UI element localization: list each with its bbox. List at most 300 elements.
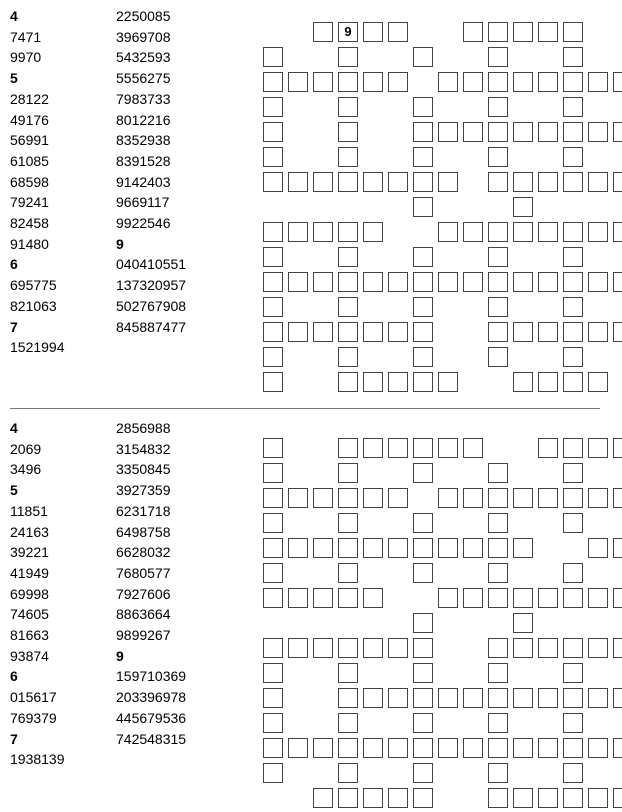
grid-cell[interactable] <box>463 72 483 92</box>
grid-cell[interactable] <box>288 272 308 292</box>
grid-cell[interactable] <box>263 122 283 142</box>
grid-cell[interactable] <box>338 513 358 533</box>
grid-cell[interactable] <box>388 738 408 758</box>
grid-cell[interactable] <box>588 538 608 558</box>
grid-cell[interactable] <box>263 588 283 608</box>
grid-cell[interactable] <box>388 72 408 92</box>
grid-cell[interactable] <box>613 638 622 658</box>
word-entry: 41949 <box>10 564 49 581</box>
grid-cell[interactable] <box>563 463 583 483</box>
grid-cell[interactable] <box>338 247 358 267</box>
grid-cell[interactable] <box>313 322 333 342</box>
grid-cell[interactable] <box>288 72 308 92</box>
grid-cell[interactable] <box>563 72 583 92</box>
grid-cell[interactable] <box>563 788 583 808</box>
grid-cell[interactable] <box>488 97 508 117</box>
grid-cell[interactable] <box>613 172 622 192</box>
word-entry: 9970 <box>10 49 42 66</box>
grid-cell[interactable] <box>338 97 358 117</box>
word-entry: 5556275 <box>116 70 171 87</box>
grid-cell[interactable] <box>438 538 458 558</box>
grid-cell[interactable] <box>413 738 433 758</box>
grid-cell[interactable] <box>313 272 333 292</box>
grid-cell[interactable] <box>263 538 283 558</box>
grid-cell[interactable] <box>513 197 533 217</box>
grid-cell[interactable] <box>338 222 358 242</box>
grid-cell[interactable] <box>363 222 383 242</box>
word-entry: 61085 <box>10 152 49 169</box>
grid-cell[interactable] <box>363 688 383 708</box>
grid-cell[interactable] <box>513 738 533 758</box>
grid-cell[interactable] <box>563 663 583 683</box>
grid-cell[interactable] <box>338 322 358 342</box>
grid-cell[interactable] <box>438 438 458 458</box>
grid-cell[interactable] <box>438 588 458 608</box>
grid-cell[interactable] <box>263 563 283 583</box>
grid-cell[interactable] <box>513 688 533 708</box>
grid-cell[interactable] <box>613 538 622 558</box>
grid-cell[interactable] <box>513 638 533 658</box>
grid-cell[interactable] <box>363 738 383 758</box>
grid-cell[interactable] <box>613 122 622 142</box>
grid-cell[interactable] <box>613 738 622 758</box>
grid-cell[interactable] <box>313 738 333 758</box>
grid-cell[interactable] <box>288 738 308 758</box>
word-entry: 8352938 <box>116 132 171 149</box>
grid-cell[interactable] <box>538 372 558 392</box>
grid-cell[interactable] <box>288 172 308 192</box>
grid-cell[interactable] <box>463 222 483 242</box>
grid-cell[interactable] <box>338 47 358 67</box>
grid-cell[interactable] <box>263 297 283 317</box>
grid-cell[interactable] <box>413 372 433 392</box>
grid-cell[interactable] <box>488 788 508 808</box>
grid-cell[interactable] <box>488 538 508 558</box>
grid-cell[interactable] <box>513 488 533 508</box>
grid-cell[interactable] <box>413 47 433 67</box>
grid-cell[interactable] <box>413 713 433 733</box>
grid-cell[interactable] <box>263 47 283 67</box>
grid-cell[interactable] <box>363 272 383 292</box>
grid-cell[interactable] <box>363 372 383 392</box>
grid-cell[interactable] <box>363 172 383 192</box>
grid-cell[interactable] <box>363 72 383 92</box>
grid-cell[interactable] <box>313 72 333 92</box>
grid-cell[interactable] <box>488 22 508 42</box>
grid-cell[interactable] <box>413 347 433 367</box>
grid-cell[interactable] <box>563 588 583 608</box>
grid-cell[interactable] <box>463 272 483 292</box>
grid-cell[interactable] <box>413 272 433 292</box>
grid-cell[interactable] <box>388 638 408 658</box>
grid-cell[interactable] <box>488 663 508 683</box>
word-entry: 11851 <box>10 502 48 519</box>
grid-cell[interactable] <box>263 638 283 658</box>
grid-cell[interactable] <box>288 538 308 558</box>
grid-cell[interactable] <box>338 488 358 508</box>
grid-cell[interactable] <box>338 72 358 92</box>
grid-cell[interactable] <box>263 322 283 342</box>
grid-cell[interactable] <box>563 738 583 758</box>
grid-cell[interactable] <box>263 688 283 708</box>
grid-cell[interactable] <box>488 147 508 167</box>
word-length-header: 4 <box>10 420 18 436</box>
grid-cell[interactable] <box>563 172 583 192</box>
grid-cell[interactable] <box>288 588 308 608</box>
grid-cell[interactable] <box>413 688 433 708</box>
grid-cell[interactable] <box>588 638 608 658</box>
grid-cell[interactable] <box>513 222 533 242</box>
grid-cell[interactable] <box>563 513 583 533</box>
grid-cell[interactable] <box>563 347 583 367</box>
grid-cell[interactable] <box>313 588 333 608</box>
grid-cell[interactable] <box>563 97 583 117</box>
grid-cell[interactable] <box>488 47 508 67</box>
grid-cell[interactable] <box>413 97 433 117</box>
grid-cell[interactable] <box>538 172 558 192</box>
grid-cell[interactable] <box>313 222 333 242</box>
word-entry: 81663 <box>10 627 49 643</box>
grid-cell[interactable] <box>288 488 308 508</box>
grid-cell[interactable] <box>563 713 583 733</box>
word-entry: 9142403 <box>116 173 171 190</box>
grid-cell[interactable] <box>438 372 458 392</box>
grid-cell[interactable] <box>563 372 583 392</box>
grid-cell[interactable] <box>538 438 558 458</box>
grid-cell[interactable] <box>513 538 533 558</box>
word-entry: 7927606 <box>116 585 171 602</box>
grid-cell[interactable] <box>263 72 283 92</box>
word-entry: 7680577 <box>116 564 171 581</box>
grid-cell[interactable] <box>438 172 458 192</box>
grid-cell[interactable] <box>313 488 333 508</box>
grid-cell[interactable] <box>588 272 608 292</box>
word-entry: 82458 <box>10 215 49 231</box>
grid-cell[interactable] <box>538 222 558 242</box>
word-entry: 203396978 <box>116 689 187 706</box>
grid-cell[interactable] <box>563 222 583 242</box>
grid-cell[interactable] <box>563 147 583 167</box>
grid-cell[interactable] <box>488 347 508 367</box>
grid-cell[interactable] <box>413 463 433 483</box>
grid-cell[interactable] <box>538 588 558 608</box>
grid-cell[interactable] <box>613 588 622 608</box>
grid-cell[interactable] <box>588 372 608 392</box>
grid-cell[interactable] <box>463 438 483 458</box>
word-length-header: 6 <box>10 668 18 685</box>
grid-cell[interactable] <box>488 563 508 583</box>
grid-cell[interactable] <box>413 763 433 783</box>
grid-cell[interactable] <box>538 688 558 708</box>
grid-cell[interactable] <box>488 297 508 317</box>
word-entry: 2250085 <box>116 8 171 24</box>
grid-cell[interactable] <box>538 738 558 758</box>
grid-cell[interactable] <box>588 488 608 508</box>
word-entry: 7983733 <box>116 90 171 107</box>
grid-cell[interactable] <box>263 663 283 683</box>
grid-cell[interactable] <box>588 122 608 142</box>
grid-cell[interactable] <box>313 172 333 192</box>
grid-cell[interactable] <box>513 72 533 92</box>
grid-cell[interactable] <box>488 513 508 533</box>
grid-cell[interactable] <box>413 247 433 267</box>
grid-cell[interactable] <box>363 538 383 558</box>
grid-cell[interactable] <box>263 97 283 117</box>
word-entry: 9899267 <box>116 627 171 643</box>
grid-cell[interactable] <box>338 172 358 192</box>
grid-cell[interactable] <box>438 738 458 758</box>
word-entry: 68598 <box>10 173 49 190</box>
grid-cell[interactable] <box>488 122 508 142</box>
given-digit-cell: 9 <box>338 22 358 42</box>
grid-cell[interactable] <box>588 172 608 192</box>
grid-cell[interactable] <box>488 763 508 783</box>
grid-cell[interactable] <box>338 588 358 608</box>
grid-cell[interactable] <box>263 372 283 392</box>
grid-cell[interactable] <box>338 763 358 783</box>
grid-cell[interactable] <box>563 47 583 67</box>
grid-cell[interactable] <box>413 788 433 808</box>
grid-cell[interactable] <box>488 688 508 708</box>
grid-cell[interactable] <box>338 563 358 583</box>
grid-cell[interactable] <box>338 297 358 317</box>
grid-cell[interactable] <box>413 663 433 683</box>
grid-cell[interactable] <box>388 272 408 292</box>
grid-cell[interactable] <box>388 372 408 392</box>
word-entry: 1938139 <box>10 751 65 768</box>
grid-cell[interactable] <box>263 272 283 292</box>
grid-cell[interactable] <box>338 272 358 292</box>
grid-cell[interactable] <box>463 122 483 142</box>
grid-cell[interactable] <box>338 438 358 458</box>
grid-cell[interactable] <box>588 222 608 242</box>
grid-cell[interactable] <box>563 638 583 658</box>
grid-cell[interactable] <box>613 688 622 708</box>
grid-cell[interactable] <box>288 322 308 342</box>
grid-cell[interactable] <box>588 72 608 92</box>
grid-cell[interactable] <box>563 688 583 708</box>
grid-cell[interactable] <box>263 463 283 483</box>
grid-cell[interactable] <box>513 613 533 633</box>
grid-cell[interactable] <box>563 272 583 292</box>
grid-cell[interactable] <box>538 488 558 508</box>
grid-cell[interactable] <box>563 763 583 783</box>
grid-cell[interactable] <box>388 438 408 458</box>
grid-cell[interactable] <box>513 22 533 42</box>
word-entry: 6231718 <box>116 502 171 519</box>
word-entry: 137320957 <box>116 277 187 294</box>
grid-cell[interactable] <box>338 688 358 708</box>
grid-cell[interactable] <box>463 538 483 558</box>
word-entry: 3927359 <box>116 482 171 499</box>
grid-cell[interactable] <box>413 438 433 458</box>
grid-cell[interactable] <box>413 122 433 142</box>
grid-cell[interactable] <box>563 438 583 458</box>
grid-cell[interactable] <box>488 738 508 758</box>
grid-cell[interactable] <box>413 638 433 658</box>
grid-cell[interactable] <box>563 563 583 583</box>
grid-cell[interactable] <box>488 222 508 242</box>
grid-cell[interactable] <box>563 488 583 508</box>
grid-cell[interactable] <box>488 247 508 267</box>
grid-cell[interactable] <box>488 463 508 483</box>
grid-cell[interactable] <box>338 663 358 683</box>
grid-cell[interactable] <box>538 272 558 292</box>
grid-cell[interactable] <box>338 147 358 167</box>
grid-cell[interactable] <box>388 538 408 558</box>
grid-cell[interactable] <box>588 322 608 342</box>
grid-cell[interactable] <box>488 72 508 92</box>
grid-cell[interactable] <box>363 588 383 608</box>
grid-cell[interactable] <box>563 297 583 317</box>
grid-cell[interactable] <box>338 738 358 758</box>
grid-cell[interactable] <box>463 588 483 608</box>
word-length-header: 5 <box>10 70 18 87</box>
puzzle-bottom <box>0 412 622 812</box>
grid-cell[interactable] <box>463 688 483 708</box>
grid-cell[interactable] <box>488 713 508 733</box>
grid-cell[interactable] <box>588 588 608 608</box>
word-entry: 69998 <box>10 585 49 602</box>
grid-cell[interactable] <box>263 347 283 367</box>
grid-cell[interactable] <box>513 172 533 192</box>
grid-cell[interactable] <box>488 588 508 608</box>
grid-cell[interactable] <box>438 272 458 292</box>
grid-cell[interactable] <box>338 463 358 483</box>
grid-cell[interactable] <box>538 638 558 658</box>
grid-cell[interactable] <box>313 538 333 558</box>
grid-cell[interactable] <box>338 372 358 392</box>
grid-cell[interactable] <box>538 322 558 342</box>
grid-cell[interactable] <box>363 488 383 508</box>
grid-cell[interactable] <box>488 638 508 658</box>
grid-cell[interactable] <box>513 588 533 608</box>
grid-cell[interactable] <box>413 563 433 583</box>
grid-cell[interactable] <box>538 72 558 92</box>
grid-cell[interactable] <box>313 638 333 658</box>
grid-cell[interactable] <box>513 322 533 342</box>
grid-cell[interactable] <box>488 488 508 508</box>
word-entry: 91480 <box>10 235 49 252</box>
grid-cell[interactable] <box>363 438 383 458</box>
grid-cell[interactable] <box>413 297 433 317</box>
grid-cell[interactable] <box>563 122 583 142</box>
grid-cell[interactable] <box>513 788 533 808</box>
grid-cell[interactable] <box>513 372 533 392</box>
grid-cell[interactable] <box>613 272 622 292</box>
grid-cell[interactable] <box>413 197 433 217</box>
grid-cell[interactable] <box>413 147 433 167</box>
grid-cell[interactable] <box>613 438 622 458</box>
grid-cell[interactable] <box>588 738 608 758</box>
grid-cell[interactable] <box>263 513 283 533</box>
grid-cell[interactable] <box>388 172 408 192</box>
grid-cell[interactable] <box>488 172 508 192</box>
grid-cell[interactable] <box>263 172 283 192</box>
grid-cell[interactable] <box>563 247 583 267</box>
grid-cell[interactable] <box>388 688 408 708</box>
grid-cell[interactable] <box>413 613 433 633</box>
grid-cell[interactable] <box>388 322 408 342</box>
grid-cell[interactable] <box>513 272 533 292</box>
grid-cell[interactable] <box>338 347 358 367</box>
grid-cell[interactable] <box>538 22 558 42</box>
grid-cell[interactable] <box>263 222 283 242</box>
grid-cell[interactable] <box>338 788 358 808</box>
word-entry: 93874 <box>10 647 49 664</box>
grid-cell[interactable] <box>438 688 458 708</box>
grid-cell[interactable] <box>263 763 283 783</box>
grid-cell[interactable] <box>613 488 622 508</box>
grid-cell[interactable] <box>263 438 283 458</box>
grid-cell[interactable] <box>388 788 408 808</box>
grid-cell[interactable] <box>413 172 433 192</box>
grid-cell[interactable] <box>263 738 283 758</box>
grid-cell[interactable] <box>538 122 558 142</box>
grid-cell[interactable] <box>588 438 608 458</box>
grid-cell[interactable] <box>613 72 622 92</box>
grid-cell[interactable] <box>438 488 458 508</box>
grid-cell[interactable] <box>338 638 358 658</box>
grid-cell[interactable] <box>463 22 483 42</box>
word-entry: 845887477 <box>116 318 187 335</box>
grid-cell[interactable] <box>388 488 408 508</box>
grid-cell[interactable] <box>263 247 283 267</box>
grid-cell[interactable] <box>613 222 622 242</box>
grid-cell[interactable] <box>588 788 608 808</box>
grid-cell[interactable] <box>488 322 508 342</box>
grid-cell[interactable] <box>338 538 358 558</box>
word-entry: 1521994 <box>10 339 65 356</box>
grid-cell[interactable] <box>613 788 622 808</box>
word-entry: 8863664 <box>116 606 171 623</box>
word-entry: 6498758 <box>116 523 171 540</box>
grid-cell[interactable] <box>388 22 408 42</box>
grid-cell[interactable] <box>463 738 483 758</box>
grid-cell[interactable] <box>313 22 333 42</box>
word-length-header: 4 <box>10 8 18 24</box>
grid-cell[interactable] <box>413 322 433 342</box>
grid-cell[interactable] <box>363 322 383 342</box>
grid-cell[interactable] <box>263 488 283 508</box>
grid-cell[interactable] <box>463 488 483 508</box>
grid-cell[interactable] <box>363 788 383 808</box>
grid-cell[interactable] <box>513 122 533 142</box>
grid-cell[interactable] <box>263 713 283 733</box>
grid-cell[interactable] <box>338 122 358 142</box>
grid-cell[interactable] <box>413 538 433 558</box>
word-entry: 445679536 <box>116 709 187 726</box>
grid-cell[interactable] <box>613 322 622 342</box>
grid-cell[interactable] <box>338 713 358 733</box>
word-length-header: 7 <box>10 730 18 747</box>
grid-cell[interactable] <box>588 688 608 708</box>
grid-cell[interactable] <box>263 147 283 167</box>
grid-cell[interactable] <box>438 72 458 92</box>
grid-cell[interactable] <box>313 788 333 808</box>
grid-cell[interactable] <box>563 322 583 342</box>
grid-cell[interactable] <box>563 22 583 42</box>
grid-cell[interactable] <box>538 788 558 808</box>
grid-cell[interactable] <box>363 22 383 42</box>
grid-cell[interactable] <box>488 272 508 292</box>
grid-cell[interactable] <box>438 222 458 242</box>
grid-cell[interactable] <box>288 222 308 242</box>
grid-cell[interactable] <box>413 513 433 533</box>
grid-cell[interactable] <box>363 638 383 658</box>
grid-cell[interactable] <box>288 638 308 658</box>
grid-cell[interactable] <box>438 122 458 142</box>
